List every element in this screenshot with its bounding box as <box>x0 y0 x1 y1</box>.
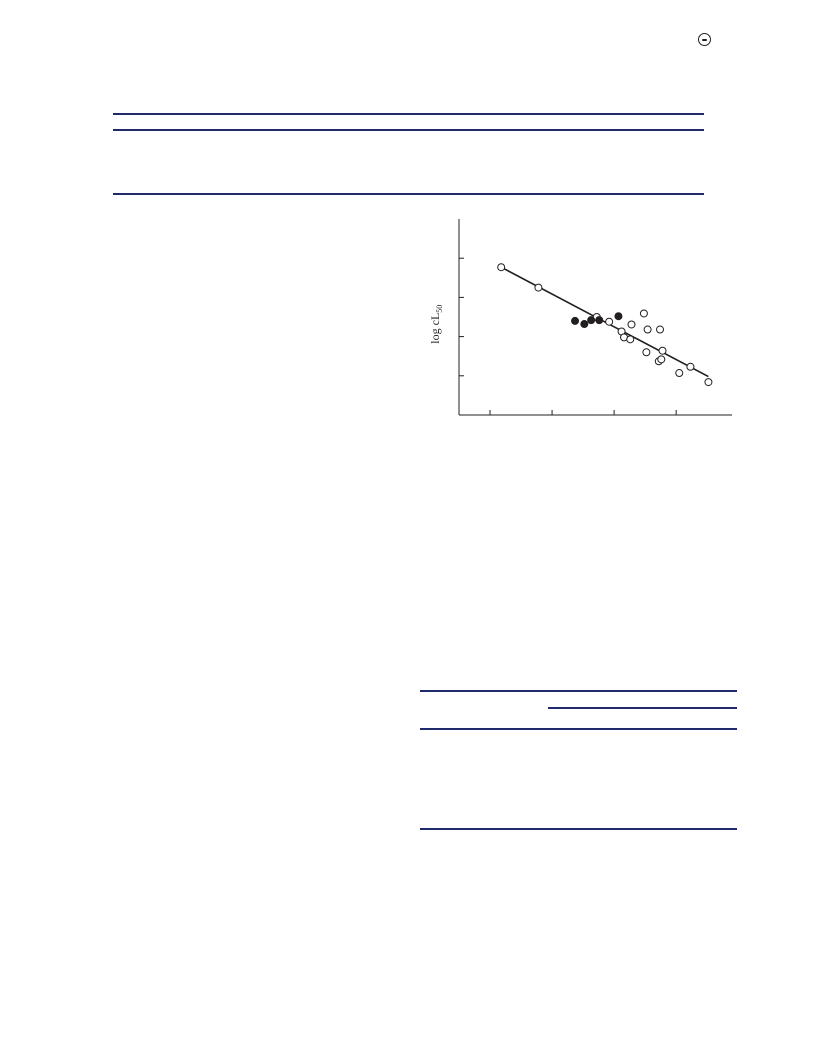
top-table-rule-2 <box>113 129 704 131</box>
chart-fit-line-group <box>501 267 708 376</box>
bottom-table-subheader-rule <box>548 707 737 709</box>
open-data-point <box>640 310 647 317</box>
filled-data-point <box>615 313 622 320</box>
filled-data-point <box>588 317 595 324</box>
bottom-table-rule-3 <box>420 828 737 830</box>
open-data-point <box>498 264 505 271</box>
open-data-point <box>535 284 542 291</box>
filled-data-point <box>581 321 588 328</box>
open-data-point <box>628 321 635 328</box>
filled-data-point <box>572 317 579 324</box>
open-data-point <box>676 370 683 377</box>
top-table-rule-1 <box>113 113 704 115</box>
open-data-point <box>659 347 666 354</box>
open-data-point <box>687 363 694 370</box>
scatter-chart <box>440 215 740 425</box>
open-data-point <box>657 326 664 333</box>
open-data-point <box>705 379 712 386</box>
regression-line <box>501 267 708 376</box>
chart-y-axis-label: $\log cL_{50}$ <box>427 304 445 344</box>
open-data-point <box>606 318 613 325</box>
open-data-point <box>644 326 651 333</box>
open-data-point <box>658 356 665 363</box>
bottom-table-rule-1 <box>420 690 737 692</box>
open-data-point <box>627 336 634 343</box>
filled-data-point <box>596 317 603 324</box>
open-data-point <box>643 349 650 356</box>
bottom-table-rule-2 <box>420 728 737 730</box>
top-table-rule-3 <box>113 193 704 195</box>
circle-logo-icon <box>698 33 711 46</box>
